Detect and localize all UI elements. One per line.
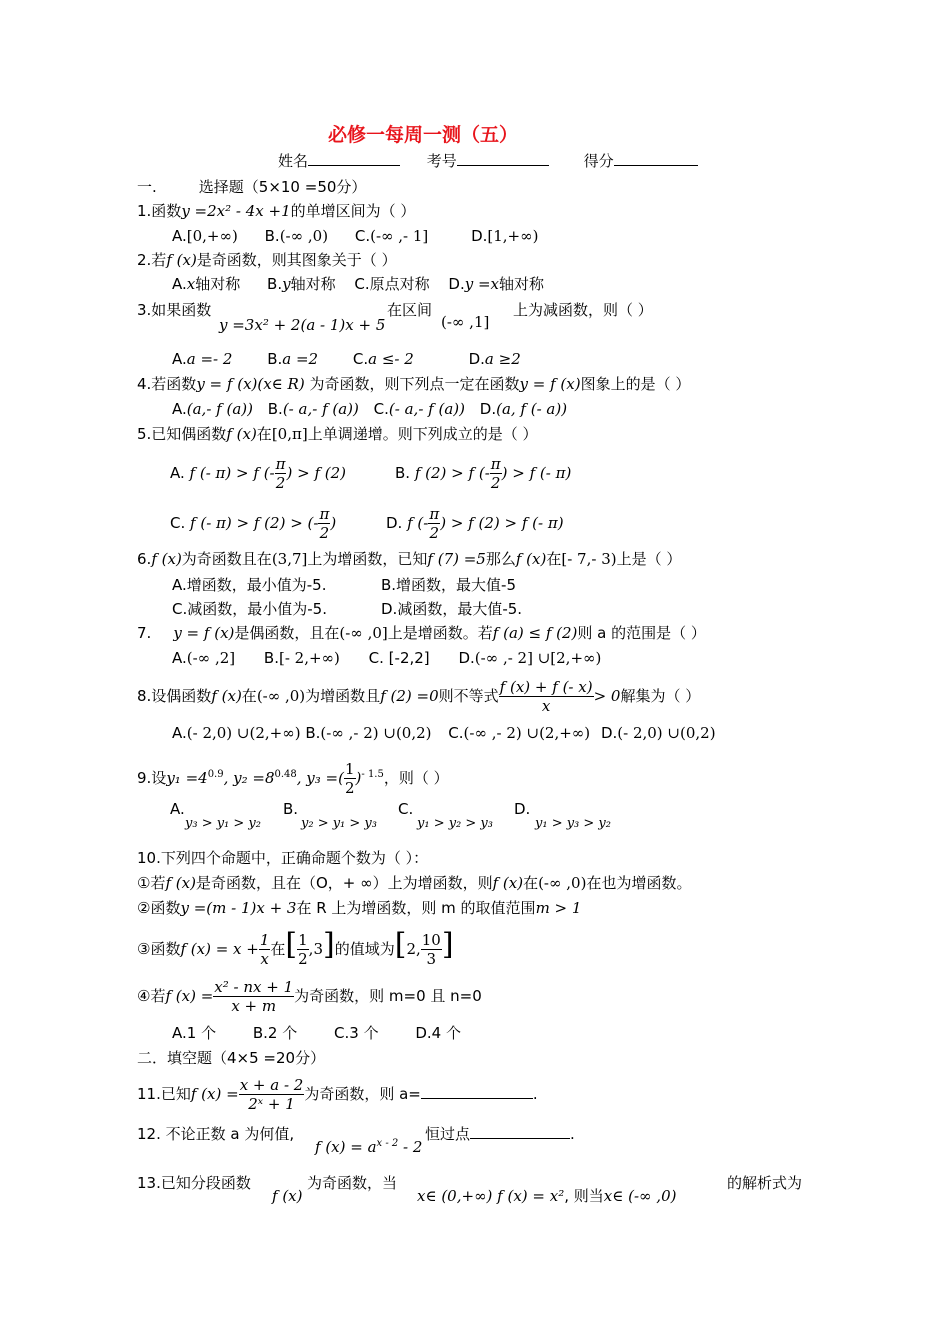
section-1-heading: 一. 选择题（5×10 =50分）	[137, 178, 367, 196]
question-3-options: A.a =- 2 B.a =2 C.a ≤- 2 D.a ≥2	[172, 350, 521, 368]
question-10-prop-3: ③函数f (x) = x + $\frac{1}{x}$ 在[ $\frac{1}{2}$ ,3]的值域为[2, $\frac{10}{3}$ ]	[137, 927, 454, 968]
question-5-option-a: A. f (- π) > f (- $\frac{\pi}{2}$ ) > f (2)	[170, 455, 347, 492]
question-2: 2.若f (x)是奇函数，则其图象关于（ ）	[137, 251, 397, 269]
question-10-prop-2: ②函数y =(m - 1)x + 3在 R 上为增函数，则 m 的取值范围m > 1	[137, 899, 582, 917]
question-9-option-d: y₁ > y₃ > y₂	[535, 816, 611, 831]
question-4-options: A.(a,- f (a)) B.(- a,- f (a)) C.(- a,- f (a)) D.(a, f (- a))	[172, 400, 568, 418]
question-5-option-b: B. f (2) > f (- $\frac{\pi}{2}$ ) > f (- π)	[395, 455, 572, 492]
question-9-option-c: y₁ > y₂ > y₃	[417, 816, 493, 831]
question-1: 1.函数y =2x² - 4x +1的单增区间为（ ）	[137, 202, 416, 220]
score-label: 得分	[583, 152, 614, 170]
id-blank[interactable]	[457, 151, 549, 166]
question-12-expr: f $(x) = a^{x - 2} - 2$	[315, 1138, 423, 1156]
question-5: 5.已知偶函数f (x)在[0,π]上单调递增。则下列成立的是（ ）	[137, 425, 538, 443]
answer-blank-11[interactable]	[421, 1084, 533, 1099]
question-11: 11.已知f (x) = $\frac{x + a - 2}{\text{2ˣ + 1}}$ 为奇函数，则 a= .	[137, 1076, 538, 1113]
question-2-options: A.x轴对称 B.y轴对称 C.原点对称 D.y =x轴对称	[172, 275, 545, 293]
id-label: 考号	[426, 152, 457, 170]
question-13-expr: f (x)	[272, 1187, 303, 1205]
header-fields	[278, 151, 698, 171]
question-6: 6.f (x)为奇函数且在(3,7]上为增函数，已知f (7) =5那么f (x)在[- 7,- 3)上是（ ）	[137, 550, 682, 568]
question-5-option-d: D. f (- $\frac{\pi}{2}$ ) > f (2) > f (- π)	[386, 505, 564, 542]
question-13-expr-2: x∈ (0,+∞) f (x) = x², 则当x∈ (-∞ ,0)	[417, 1187, 677, 1205]
question-10-prop-1: ①若f (x)是奇函数，且在（O，+ ∞）上为增函数，则f (x)在(-∞ ,0)在也为增函数。	[137, 874, 692, 892]
question-7: 7. y = f (x)是偶函数，且在(-∞ ,0]上是增函数。若f (a) ≤ f (2)则 a 的范围是（ ）	[137, 624, 706, 642]
question-3-expr: y =3x² + 2(a - 1)x + 5	[219, 316, 386, 334]
question-3-tail: 上为减函数，则（ ）	[513, 301, 653, 319]
question-9-option-a: y₃ > y₁ > y₂	[185, 816, 261, 831]
question-9-option-b: y₂ > y₁ > y₃	[301, 816, 377, 831]
question-10-options: A.1 个 B.2 个 C.3 个 D.4 个	[172, 1024, 461, 1042]
question-6-option-b: B.增函数，最大值-5	[381, 576, 517, 594]
question-8: 8.设偶函数f (x)在(-∞ ,0)为增函数且f (2) =0则不等式 $\frac{f (x) + f (- x)}{x}$ > 0解集为（ ）	[137, 678, 701, 715]
question-4: 4.若函数y = f (x)(x∈ R) 为奇函数，则下列点一定在函数y = f (x)图象上的是（ ）	[137, 375, 691, 393]
name-label: 姓名	[278, 152, 309, 170]
question-13-text-1: 为奇函数，当	[307, 1174, 398, 1192]
question-13-text-3: 的解析式为	[727, 1174, 803, 1192]
question-6-option-d: D.减函数，最大值-5.	[381, 600, 523, 618]
score-blank[interactable]	[614, 151, 698, 166]
question-12: 12. 不论正数 a 为何值,	[137, 1125, 295, 1143]
question-5-option-c: C. f (- π) > f (2) > (- $\frac{\pi}{2}$ )	[170, 505, 337, 542]
answer-blank-12[interactable]	[470, 1124, 570, 1139]
section-2-heading: 二．填空题（4×5 =20分）	[137, 1049, 326, 1067]
page-title: 必修一每周一测（五）	[328, 124, 519, 146]
question-10-prop-4: ④若f (x) = $\frac{\text{x² - nx + 1}}{x + m}$ 为奇函数，则 m=0 且 n=0	[137, 978, 482, 1015]
question-3-mid: 在区间	[387, 301, 433, 319]
question-7-options: A.(-∞ ,2] B.[- 2,+∞) C. [-2,2] D.(-∞ ,- 2] ∪[2,+∞)	[172, 649, 602, 667]
question-1-options: A.[0,+∞) B.(-∞ ,0) C.(-∞ ,- 1] D.[1,+∞)	[172, 227, 539, 245]
question-9-options-labels: A.	[170, 800, 185, 818]
question-12-tail: 恒过点 .	[425, 1125, 575, 1143]
question-3: 3.如果函数	[137, 301, 212, 319]
question-6-option-c: C.减函数，最小值为-5.	[172, 600, 327, 618]
name-blank[interactable]	[308, 151, 400, 166]
question-3-interval: (-∞ ,1]	[441, 313, 490, 331]
question-10: 10.下列四个命题中，正确命题个数为（ ）：	[137, 849, 429, 867]
question-8-options: A.(- 2,0) ∪(2,+∞) B.(-∞ ,- 2) ∪(0,2) C.(-∞ ,- 2) ∪(2,+∞) D.(- 2,0) ∪(0,2)	[172, 724, 716, 742]
question-13: 13.已知分段函数	[137, 1174, 251, 1192]
question-6-option-a: A.增函数，最小值为-5.	[172, 576, 327, 594]
question-9: 9.设$y_1 =4^{0.9}$, $y_2 =8^{0.48}$, y₃ =( $\frac{1}{2}$ )$^{- 1.5}$，则（ ）	[137, 760, 449, 797]
